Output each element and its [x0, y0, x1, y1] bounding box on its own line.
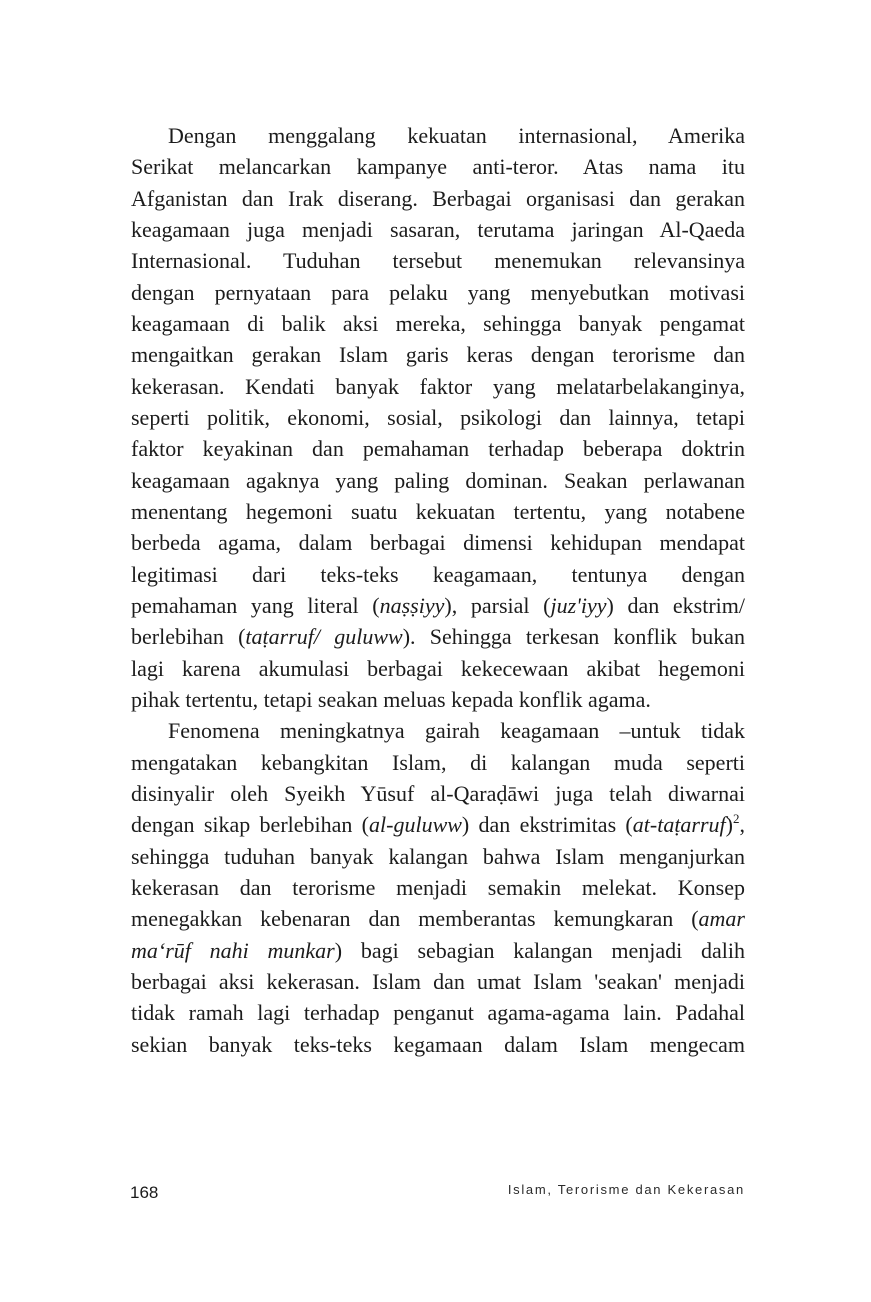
text-line: berbeda agama, dalam berbagai dimensi kehidupan mendapat [131, 530, 745, 556]
text-line [131, 621, 745, 652]
text-line: Internasional. Tuduhan tersebut menemukan relevansinya [131, 248, 745, 274]
text-line: seperti politik, ekonomi, sosial, psikologi dan lainnya, tetapi [131, 404, 745, 430]
italic-term: al-guluww [369, 812, 462, 838]
text-line: keagamaan juga menjadi sasaran, terutama jaringan Al-Qaeda [131, 216, 745, 242]
italic-term: amar [698, 906, 745, 932]
text-segment: ). Sehingga terkesan konflik bukan [402, 624, 745, 650]
text-segment: pemahaman yang literal ( [131, 592, 380, 618]
text-segment: ) dan ekstrimitas ( [461, 812, 633, 838]
text-line [131, 903, 745, 934]
text-line: Dengan menggalang kekuatan internasional, Amerika [168, 123, 745, 148]
text-line: Fenomena meningkatnya gairah keagamaan –untuk tidak [168, 718, 745, 744]
text-line: kekerasan dan terorisme menjadi semakin melekat. Konsep [131, 874, 745, 900]
text-line: sekian banyak teks-teks kegamaan dalam Islam mengecam [131, 1031, 745, 1057]
text-line: menentang hegemoni suatu kekuatan tertentu, yang notabene [131, 498, 745, 524]
text-line: keagamaan di balik aksi mereka, sehingga banyak pengamat [131, 310, 745, 336]
body-text [131, 120, 745, 1060]
text-line: mengaitkan gerakan Islam garis keras dengan terorisme dan [131, 342, 745, 368]
text-line: tidak ramah lagi terhadap penganut agama-agama lain. Padahal [131, 1000, 745, 1026]
text-line [131, 590, 745, 621]
text-line: Afganistan dan Irak diserang. Berbagai organisasi dan gerakan [131, 185, 745, 211]
text-segment: berlebihan ( [131, 624, 246, 650]
italic-term: naṣṣiyy [379, 592, 445, 618]
text-line: keagamaan agaknya yang paling dominan. Seakan perlawanan [131, 467, 745, 493]
text-line: dengan pernyataan para pelaku yang menyebutkan motivasi [131, 279, 745, 305]
text-segment: menegakkan kebenaran dan memberantas kemungkaran ( [131, 906, 699, 932]
text-line: legitimasi dari teks-teks keagamaan, tentunya dengan [131, 561, 745, 587]
text-segment: ), parsial ( [444, 592, 551, 618]
paragraph [131, 120, 745, 715]
footnote-ref: 2 [733, 811, 740, 827]
text-line: berbagai aksi kekerasan. Islam dan umat Islam 'seakan' menjadi [131, 968, 745, 994]
text-line [131, 935, 745, 966]
text-line: disinyalir oleh Syeikh Yūsuf al-Qaraḍāwi juga telah diwarnai [131, 780, 745, 806]
text-line [131, 809, 745, 840]
text-line: mengatakan kebangkitan Islam, di kalangan muda seperti [131, 749, 745, 775]
text-segment: dengan sikap berlebihan ( [131, 812, 370, 838]
italic-term: ma‘rūf nahi munkar [131, 937, 335, 963]
text-line: Serikat melancarkan kampanye anti-teror. Atas nama itu [131, 154, 745, 180]
text-segment: ) bagi sebagian kalangan menjadi dalih [334, 937, 745, 963]
italic-term: taṭarruf/ guluww [245, 624, 403, 650]
text-line: pihak tertentu, tetapi seakan meluas kepada konflik agama. [131, 686, 651, 712]
text-segment: ) dan ekstrim/ [606, 592, 745, 618]
text-segment: ) [725, 812, 733, 838]
text-line: faktor keyakinan dan pemahaman terhadap beberapa doktrin [131, 436, 745, 462]
text-segment: , [739, 812, 745, 838]
italic-term: at-taṭarruf [632, 812, 726, 838]
paragraph [131, 715, 745, 1060]
page-number: 168 [130, 1183, 159, 1202]
text-line: kekerasan. Kendati banyak faktor yang melatarbelakanginya, [131, 373, 745, 399]
italic-term: juz'iyy [550, 592, 607, 618]
text-line: sehingga tuduhan banyak kalangan bahwa Islam menganjurkan [131, 843, 745, 869]
text-line: lagi karena akumulasi berbagai kekecewaan akibat hegemoni [131, 655, 745, 681]
running-title: Islam, Terorisme dan Kekerasan [507, 1182, 745, 1197]
